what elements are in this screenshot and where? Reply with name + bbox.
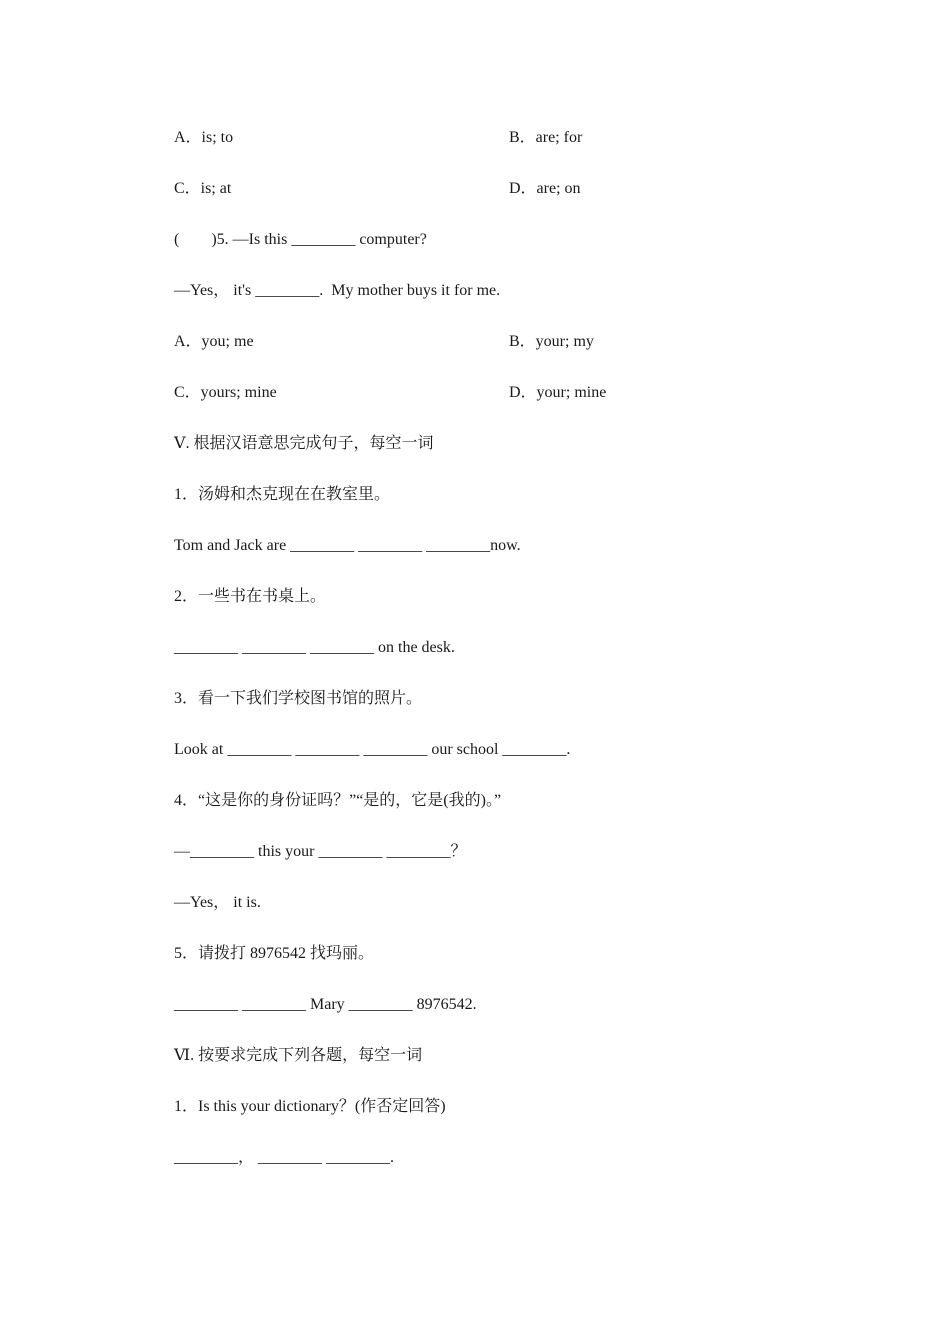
section5-item5-en: ________ ________ Mary ________ 8976542. <box>174 996 477 1013</box>
q4-option-d: D．are; on <box>509 180 581 197</box>
q5-option-d: D．your; mine <box>509 384 607 401</box>
section5-heading: Ⅴ. 根据汉语意思完成句子，每空一词 <box>174 435 434 452</box>
section5-item2-en: ________ ________ ________ on the desk. <box>174 639 455 656</box>
q4-option-b: B．are; for <box>509 129 583 146</box>
section5-item4-en2: —Yes， it is. <box>174 894 261 911</box>
section6-item1-question: 1．Is this your dictionary？(作否定回答) <box>174 1098 446 1115</box>
section5-item4-en: —________ this your ________ ________？ <box>174 843 467 860</box>
q5-question: ( )5. —Is this ________ computer? <box>174 231 427 248</box>
section5-item3-cn: 3．看一下我们学校图书馆的照片。 <box>174 690 423 707</box>
q5-option-b: B．your; my <box>509 333 594 350</box>
q5-reply: —Yes， it's ________. My mother buys it for me. <box>174 282 501 299</box>
section6-item1-answer: ________， ________ ________. <box>174 1149 395 1166</box>
section5-item5-cn: 5．请拨打 8976542 找玛丽。 <box>174 945 375 962</box>
q4-option-a: A．is; to <box>174 129 234 146</box>
q5-option-a: A．you; me <box>174 333 254 350</box>
section5-item4-cn: 4．“这是你的身份证吗？”“是的，它是(我的)。” <box>174 792 502 809</box>
section5-item1-en: Tom and Jack are ________ ________ ________now. <box>174 537 521 554</box>
section5-item2-cn: 2．一些书在书桌上。 <box>174 588 327 605</box>
q5-option-c: C．yours; mine <box>174 384 277 401</box>
section6-heading: Ⅵ. 按要求完成下列各题，每空一词 <box>174 1047 423 1064</box>
q4-option-c: C．is; at <box>174 180 232 197</box>
section5-item1-cn: 1．汤姆和杰克现在在教室里。 <box>174 486 391 503</box>
section5-item3-en: Look at ________ ________ ________ our school ________. <box>174 741 571 758</box>
